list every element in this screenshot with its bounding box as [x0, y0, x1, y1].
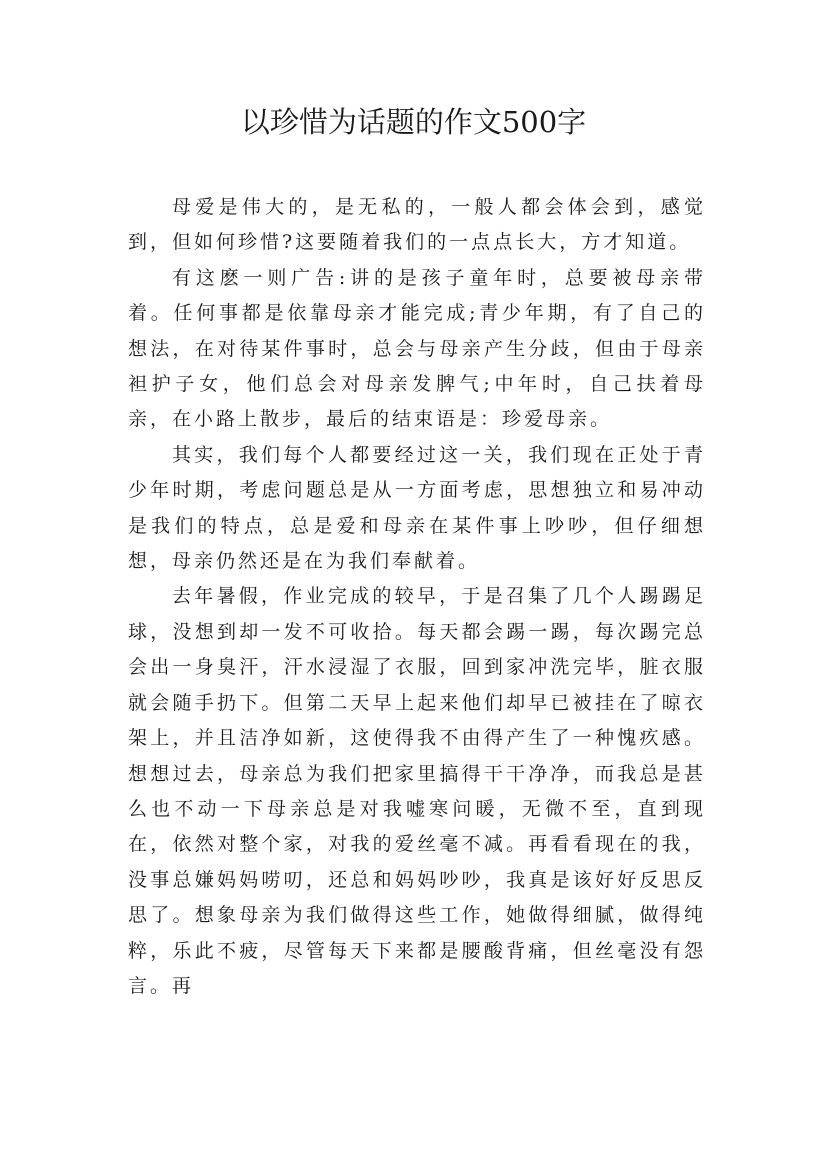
- paragraph-2: 有这麽一则广告:讲的是孩子童年时，总要被母亲带着。任何事都是依靠母亲才能完成;青少年期，有了自己的想法，在对待某件事时，总会与母亲产生分歧，但由于母亲袒护子女，他们总会对母亲发脾气;中年时，自己扶着母亲，在小路上散步，最后的结束语是：珍爱母亲。: [128, 266, 706, 431]
- paragraph-1: 母爱是伟大的，是无私的，一般人都会体会到，感觉到，但如何珍惜?这要随着我们的一点点长大，方才知道。: [128, 196, 706, 254]
- paragraph-4: 去年暑假，作业完成的较早，于是召集了几个人踢踢足球，没想到却一发不可收拾。每天都会踢一踢，每次踢完总会出一身臭汗，汗水浸湿了衣服，回到家冲洗完毕，脏衣服就会随手扔下。但第二天早上起来他们却早已被挂在了晾衣架上，并且洁净如新，这使得我不由得产生了一种愧疚感。想想过去，母亲总为我们把家里搞得干干净净，而我总是甚么也不动一下母亲总是对我嘘寒问暖，无微不至，直到现在，依然对整个家，对我的爱丝毫不减。再看看现在的我，没事总嫌妈妈唠叨，还总和妈妈吵吵，我真是该好好反思反思了。想象母亲为我们做得这些工作，她做得细腻，做得纯粹，乐此不疲，尽管每天下来都是腰酸背痛，但丝毫没有怨言。再: [128, 585, 706, 997]
- document-body: [128, 190, 706, 1004]
- document-title: 以珍惜为话题的作文500字: [240, 105, 587, 139]
- paragraph-3: 其实，我们每个人都要经过这一关，我们现在正处于青少年时期，考虑问题总是从一方面考虑，思想独立和易冲动是我们的特点，总是爱和母亲在某件事上吵吵，但仔细想想，母亲仍然还是在为我们奉献着。: [128, 443, 706, 573]
